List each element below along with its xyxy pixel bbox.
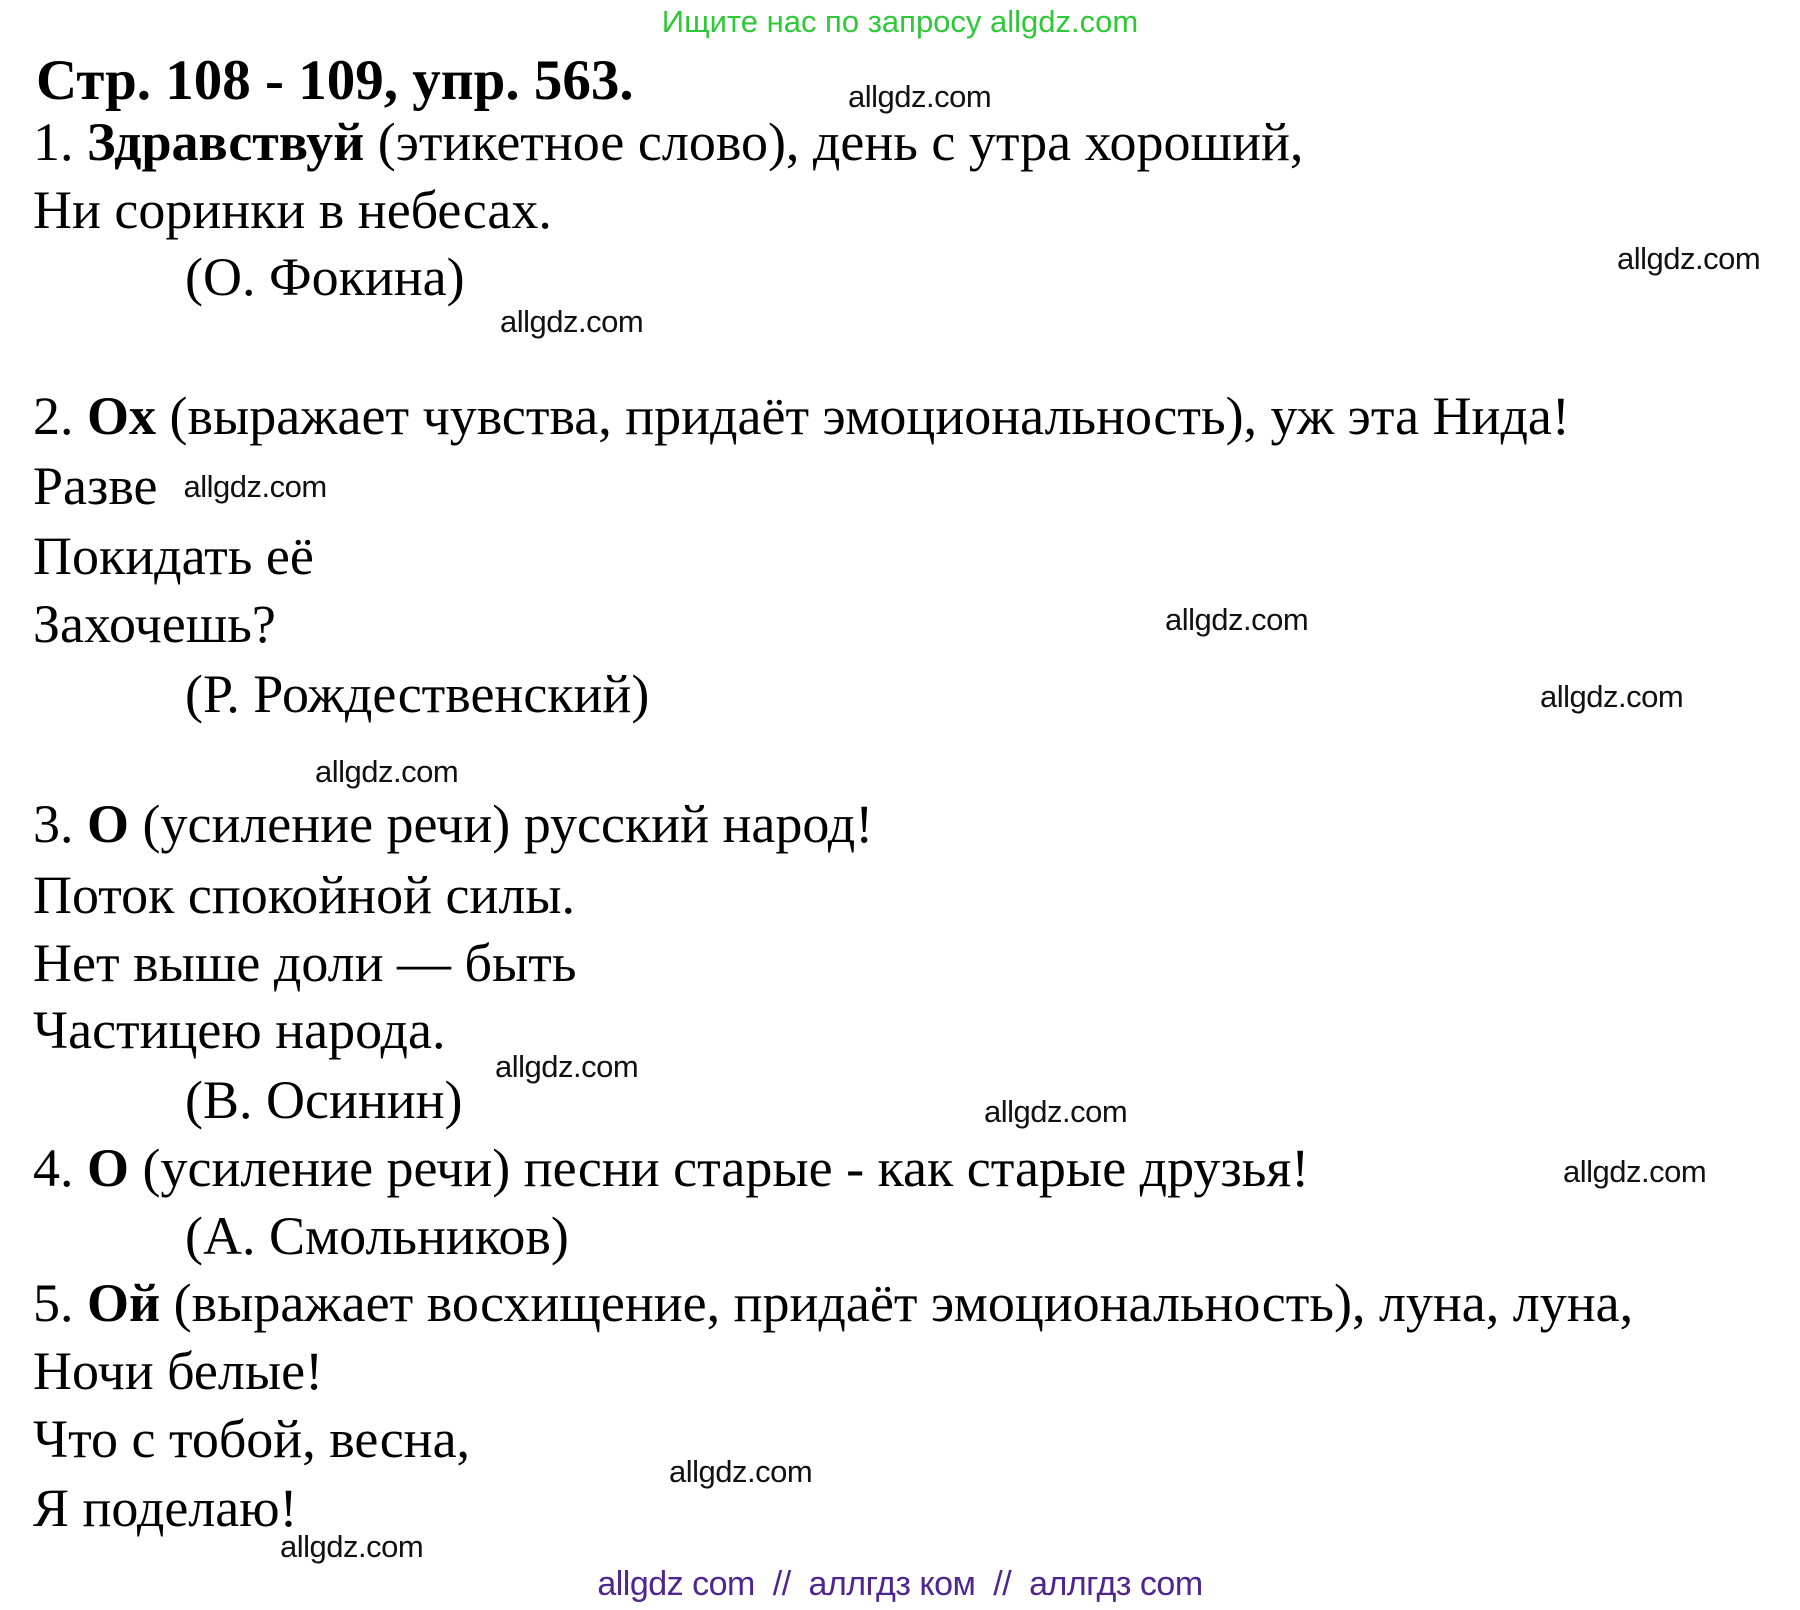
item-2-number: 2. bbox=[33, 386, 87, 446]
item-5-text: (выражает восхищение, придаёт эмоциональность), луна, луна, bbox=[160, 1273, 1634, 1333]
watermark-allgdz: allgdz.com bbox=[1540, 679, 1684, 714]
watermark-allgdz: allgdz.com bbox=[1563, 1154, 1707, 1189]
watermark-allgdz: allgdz.com bbox=[495, 1049, 639, 1084]
item-5-number: 5. bbox=[33, 1273, 87, 1333]
item-2-verse-line: Захочешь? bbox=[33, 594, 276, 654]
watermark-allgdz: allgdz.com bbox=[280, 1529, 424, 1564]
item-2-author: (Р. Рождественский) bbox=[185, 664, 650, 724]
item-5-verse-line: Ночи белые! bbox=[33, 1341, 324, 1401]
watermark-allgdz: allgdz.com bbox=[984, 1094, 1128, 1129]
item-2-text: (выражает чувства, придаёт эмоциональность), уж эта Нида! bbox=[156, 386, 1570, 446]
watermark-allgdz: allgdz.com bbox=[669, 1454, 813, 1489]
item-1-number: 1. bbox=[33, 112, 87, 172]
item-3-verse-line: Частицею народа. bbox=[33, 1000, 446, 1060]
item-1-author: (О. Фокина) bbox=[185, 247, 465, 307]
item-1-keyword: Здравствуй bbox=[87, 112, 365, 172]
promo-banner: Ищите нас по запросу allgdz.com bbox=[661, 4, 1139, 39]
item-2-verse-text: Разве bbox=[33, 456, 158, 516]
item-1-line bbox=[33, 112, 1303, 172]
item-5-verse-line: Что с тобой, весна, bbox=[33, 1409, 471, 1469]
item-3-author: (В. Осинин) bbox=[185, 1070, 463, 1130]
item-2-keyword: Ох bbox=[87, 386, 157, 446]
item-3-keyword: О bbox=[87, 794, 130, 854]
item-5-verse-line: Я поделаю! bbox=[33, 1478, 298, 1538]
item-2-verse-line: Покидать её bbox=[33, 526, 314, 586]
watermark-allgdz: allgdz.com bbox=[1165, 602, 1309, 637]
item-2-verse-line bbox=[33, 456, 327, 517]
watermark-allgdz: allgdz.com bbox=[183, 469, 327, 504]
item-4-number: 4. bbox=[33, 1138, 87, 1198]
item-3-verse-line: Нет выше доли — быть bbox=[33, 933, 577, 993]
item-3-text: (усиление речи) русский народ! bbox=[129, 794, 874, 854]
item-3-verse-line: Поток спокойной силы. bbox=[33, 865, 576, 925]
item-3-line bbox=[33, 794, 873, 854]
watermark-allgdz: allgdz.com bbox=[315, 754, 459, 789]
watermark-allgdz: allgdz.com bbox=[1617, 241, 1761, 276]
item-3-number: 3. bbox=[33, 794, 87, 854]
item-1-verse-line: Ни соринки в небесах. bbox=[33, 180, 552, 240]
item-4-line bbox=[33, 1138, 1309, 1198]
item-1-text: (этикетное слово), день с утра хороший, bbox=[364, 112, 1304, 172]
item-4-text: (усиление речи) песни старые - как старые друзья! bbox=[129, 1138, 1310, 1198]
item-4-keyword: О bbox=[87, 1138, 130, 1198]
page-title: Стр. 108 - 109, упр. 563. bbox=[36, 49, 634, 112]
item-5-keyword: Ой bbox=[87, 1273, 161, 1333]
item-2-line bbox=[33, 386, 1570, 446]
item-4-author: (А. Смольников) bbox=[185, 1206, 569, 1266]
watermark-allgdz: allgdz.com bbox=[848, 79, 992, 114]
footer-site-line: allgdz com // аллгдз ком // аллгдз com bbox=[597, 1565, 1203, 1603]
item-5-line bbox=[33, 1273, 1633, 1333]
watermark-allgdz: allgdz.com bbox=[500, 304, 644, 339]
